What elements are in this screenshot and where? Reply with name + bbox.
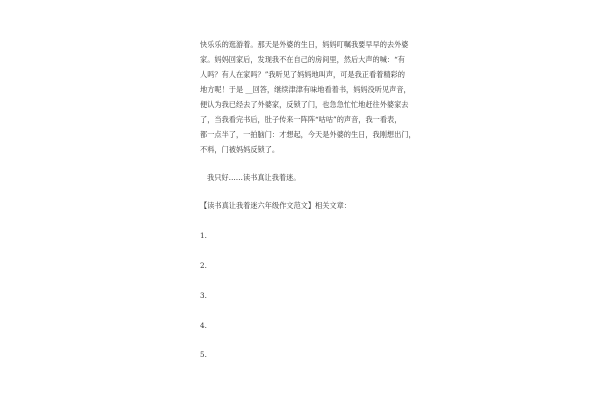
paragraph-line: 家。妈妈回家后，发现我不在自己的房间里，然后大声的喊：“有 — [200, 55, 405, 64]
related-item-3[interactable]: 3. — [200, 291, 207, 300]
story-paragraph — [200, 37, 416, 157]
paragraph-line: 人吗？有人在家吗？”我听见了妈妈地叫声，可是我正看着精彩的 — [200, 70, 405, 79]
related-item-5[interactable]: 5. — [200, 350, 207, 359]
related-item-2[interactable]: 2. — [200, 261, 207, 270]
paragraph-line: 了，当我看完书后，肚子传来一阵阵“咕咕”的声音，我一看表， — [200, 115, 402, 124]
paragraph-line: 地方呢！于是 __回答，继续津津有味地看着书，妈妈没听见声音， — [200, 85, 411, 94]
related-articles-heading: 【读书真让我着迷六年级作文范文】相关文章： — [200, 201, 351, 210]
paragraph-line: 都一点半了，一拍脑门：才想起，今天是外婆的生日，我刚想出门， — [200, 130, 416, 139]
paragraph-line: 便认为我已经去了外婆家，反锁了门，也急急忙忙地赶往外婆家去 — [200, 100, 409, 109]
paragraph-line: 快乐乐的逛游着。那天是外婆的生日，妈妈叮嘱我要早早的去外婆 — [200, 40, 409, 49]
closing-line: 我只好……读书真让我着迷。 — [207, 173, 301, 182]
paragraph-line: 不料，门被妈妈反锁了。 — [200, 145, 280, 154]
related-item-1[interactable]: 1. — [200, 231, 207, 240]
related-item-4[interactable]: 4. — [200, 321, 207, 330]
